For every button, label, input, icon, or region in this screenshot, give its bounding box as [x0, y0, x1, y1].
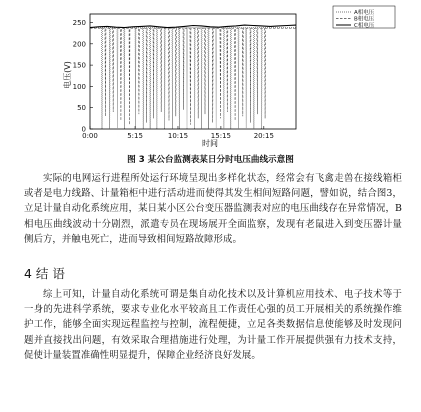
y-axis-label: 电压(V) — [63, 61, 72, 89]
y-tick-label: 250 — [72, 19, 86, 28]
legend-label: B相电压 — [354, 16, 375, 23]
x-tick-label: 5:15 — [127, 132, 143, 140]
series-line-2 — [90, 29, 296, 125]
y-tick-label: 100 — [72, 82, 86, 91]
legend-label: C相电压 — [354, 23, 375, 29]
body-paragraph-1: 实际的电网运行进程所处运行环境呈现出多样化状态，经常会有飞禽走兽在接线箱柜或者是电力线路、计量箱柜中进行活动进而使得其发生相间短路问题，譬如说，结合图3，立足计量自动化系统应用，某日某小区公台变压器监测表对应的电压曲线存在异常情况，B相电压曲线波动十分剧烈，派遣专员在现场展开全面监察，发现有老鼠进入到变压器计量侧后方，并触电死亡，进而导致相间短路故障形成。 — [24, 173, 402, 245]
y-tick-label: 150 — [72, 61, 86, 70]
figure-caption: 图 3 某公台监测表某日分时电压曲线示意图 — [127, 155, 294, 165]
legend-label: A相电压 — [354, 10, 375, 16]
y-tick-label: 0 — [81, 125, 86, 134]
x-tick-label: 0:00 — [82, 132, 98, 140]
plot-area — [73, 14, 296, 140]
series-line-3 — [90, 25, 296, 28]
y-tick-label: 200 — [72, 40, 86, 49]
section-heading: 4 结 语 — [24, 266, 65, 281]
x-tick-label: 10:15 — [167, 132, 189, 140]
chart-legend — [333, 6, 395, 29]
x-tick-label: 15:15 — [210, 132, 231, 140]
x-axis-label: 时间 — [202, 139, 218, 148]
y-tick-label: 50 — [77, 104, 86, 113]
body-paragraph-2: 综上可知，计量自动化系统可谓是集自动化技术以及计算机应用技术、电子技术等于一身的先进科学系统，要求专业化水平较高且工作责任心强的员工开展相关的系统操作维护工作，能够全面实现远程监控与控制，流程便捷，立足各类数据信息使能够及时发现问题并直接找出问题，有效采取合理措施进行处理，为计量工作开展提供强有力技术支持，促使计量装置准确性明显提升，保障企业经济良好发展。 — [24, 289, 402, 361]
x-tick-label: 20:15 — [253, 132, 274, 140]
voltage-chart — [0, 0, 421, 152]
